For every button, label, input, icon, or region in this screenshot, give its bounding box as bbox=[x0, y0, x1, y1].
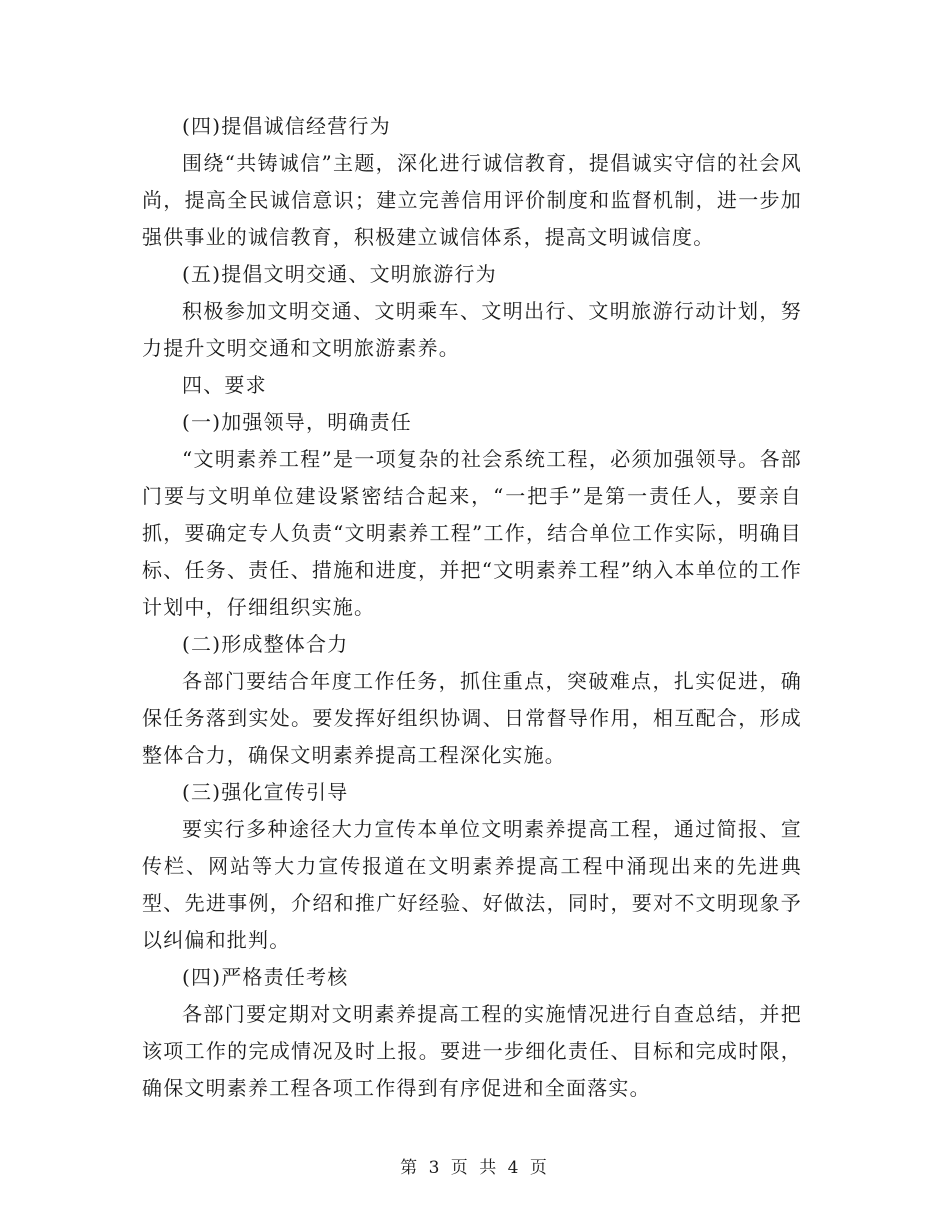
section-heading: (二)形成整体合力 bbox=[182, 632, 349, 656]
paragraph: “文明素养工程”是一项复杂的社会系统工程，必须加强领导。各部门要与文明单位建设紧密结合起来，“一把手”是第一责任人，要亲自抓，要确定专人负责“文明素养工程”工作，结合单位工作实际，明确目标、任务、责任、措施和进度，并把“文明素养工程”纳入本单位的工作计划中，仔细组织实施。 bbox=[142, 447, 802, 619]
paragraph: 各部门要结合年度工作任务，抓住重点，突破难点，扎实促进，确保任务落到实处。要发挥好组织协调、日常督导作用，相互配合，形成整体合力，确保文明素养提高工程深化实施。 bbox=[142, 669, 802, 767]
section-heading: (四)严格责任考核 bbox=[182, 965, 349, 989]
paragraph: 要实行多种途径大力宣传本单位文明素养提高工程，通过简报、宣传栏、网站等大力宣传报道在文明素养提高工程中涌现出来的先进典型、先进事例，介绍和推广好经验、好做法，同时，要对不文明现象予以纠偏和批判。 bbox=[142, 817, 802, 952]
paragraph: 各部门要定期对文明素养提高工程的实施情况进行自查总结，并把该项工作的完成情况及时上报。要进一步细化责任、目标和完成时限，确保文明素养工程各项工作得到有序促进和全面落实。 bbox=[142, 1002, 802, 1100]
section-heading: (一)加强领导，明确责任 bbox=[182, 410, 413, 434]
paragraph: 围绕“共铸诚信”主题，深化进行诚信教育，提倡诚实守信的社会风尚，提高全民诚信意识；建立完善信用评价制度和监督机制，进一步加强供事业的诚信教育，积极建立诚信体系，提高文明诚信度。 bbox=[142, 151, 802, 249]
section-heading: (四)提倡诚信经营行为 bbox=[182, 114, 391, 138]
section-heading: (三)强化宣传引导 bbox=[182, 780, 349, 804]
section-heading: 四、要求 bbox=[182, 373, 267, 397]
paragraph: 积极参加文明交通、文明乘车、文明出行、文明旅游行动计划，努力提升文明交通和文明旅游素养。 bbox=[142, 299, 802, 360]
page-number-footer: 第 3 页 共 4 页 bbox=[400, 1158, 550, 1178]
document-body bbox=[142, 108, 802, 1107]
section-heading: (五)提倡文明交通、文明旅游行为 bbox=[182, 262, 497, 286]
